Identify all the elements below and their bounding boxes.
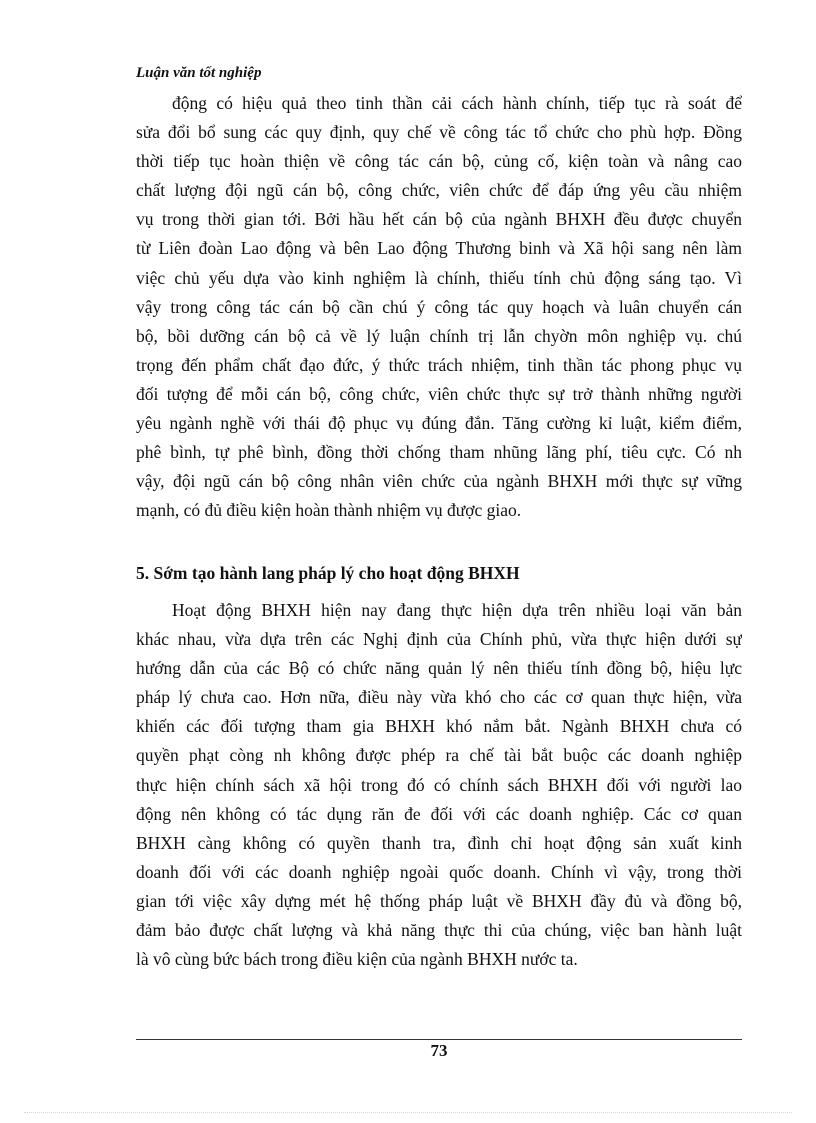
paragraph-line: bộ, bồi dưỡng cán bộ cả về lý luận chính trị lẫn chyờn môn nghiệp vụ. chú (136, 325, 742, 346)
paragraph-line: sửa đổi bổ sung các quy định, quy chế về công tác tổ chức cho phù hợp. Đồng (136, 122, 742, 143)
paragraph-line: BHXH càng không có quyền thanh tra, đình chỉ hoạt động sản xuất kinh (136, 832, 742, 853)
paragraph-line: động nên không có tác dụng răn đe đối với các doanh nghiệp. Các cơ quan (136, 803, 742, 824)
paragraph-line: động có hiệu quả theo tinh thần cải cách hành chính, tiếp tục rà soát để (172, 93, 742, 113)
paragraph-line: từ Liên đoàn Lao động và bên Lao động Thương binh và Xã hội sang nên làm (136, 238, 742, 259)
paragraph-line: Hoạt động BHXH hiện nay đang thực hiện dựa trên nhiều loại văn bản (172, 600, 742, 620)
paragraph-line: mạnh, có đủ điều kiện hoàn thành nhiệm vụ được giao. (136, 500, 522, 521)
paragraph-line: quyền phạt còng nh không được phép ra chế tài bắt buộc các doanh nghiệp (136, 745, 742, 766)
paragraph-line: khác nhau, vừa dựa trên các Nghị định của Chính phủ, vừa thực hiện dưới sự (136, 629, 742, 650)
page-edge-dotted-line (24, 1112, 792, 1113)
paragraph-line: vụ trong thời gian tới. Bởi hầu hết cán bộ của ngành BHXH đều được chuyển (136, 209, 742, 230)
paragraph-line: pháp lý chưa cao. Hơn nữa, điều này vừa khó cho các cơ quan thực hiện, vừa (136, 687, 742, 708)
paragraph-2 (136, 596, 742, 974)
paragraph-line: thực hiện chính sách xã hội trong đó có chính sách BHXH đối với người lao (136, 774, 742, 795)
paragraph-line: đảm bảo được chất lượng và khả năng thực thi của chúng, việc ban hành luật (136, 920, 742, 941)
paragraph-1 (136, 89, 742, 525)
paragraph-line: trọng đến phẩm chất đạo đức, ý thức trách nhiệm, tinh thần tác phong phục vụ (136, 354, 742, 375)
paragraph-line: hướng dẫn của các Bộ có chức năng quản lý nên thiếu tính đồng bộ, hiệu lực (136, 658, 742, 679)
paragraph-line: vậy, đội ngũ cán bộ công nhân viên chức của ngành BHXH mới thực sự vững (136, 471, 742, 492)
footer-divider (136, 1039, 742, 1040)
paragraph-line: thời tiếp tục hoàn thiện về công tác cán bộ, củng cố, kiện toàn và nâng cao (136, 151, 742, 172)
page-number: 73 (430, 1041, 448, 1060)
paragraph-line: là vô cùng bức bách trong điều kiện của ngành BHXH nước ta. (136, 949, 578, 970)
section-heading: 5. Sớm tạo hành lang pháp lý cho hoạt động BHXH (136, 563, 520, 583)
paragraph-line: chất lượng đội ngũ cán bộ, công chức, viên chức để đáp ứng yêu cầu nhiệm (136, 180, 742, 201)
paragraph-line: yêu ngành nghề với thái độ phục vụ đúng đắn. Tăng cường kỉ luật, kiểm điểm, (136, 413, 742, 434)
paragraph-line: vậy trong công tác cán bộ cần chú ý công tác quy hoạch và luân chuyển cán (136, 296, 742, 317)
paragraph-line: gian tới việc xây dựng mét hệ thống pháp luật về BHXH đầy đủ và đồng bộ, (136, 890, 742, 911)
paragraph-line: đối tượng để mỗi cán bộ, công chức, viên chức thực sự trở thành những người (136, 383, 742, 404)
paragraph-line: khiến các đối tượng tham gia BHXH khó nắm bắt. Ngành BHXH chưa có (136, 716, 742, 737)
paragraph-line: việc chủ yếu dựa vào kinh nghiệm là chính, thiếu tính chủ động sáng tạo. Vì (136, 267, 742, 288)
running-header: Luận văn tốt nghiệp (136, 65, 262, 81)
paragraph-line: phê bình, tự phê bình, đồng thời chống tham nhũng lãng phí, tiêu cực. Có nh (136, 442, 742, 463)
paragraph-line: doanh đối với các doanh nghiệp ngoài quốc doanh. Chính vì vậy, trong thời (136, 861, 742, 882)
